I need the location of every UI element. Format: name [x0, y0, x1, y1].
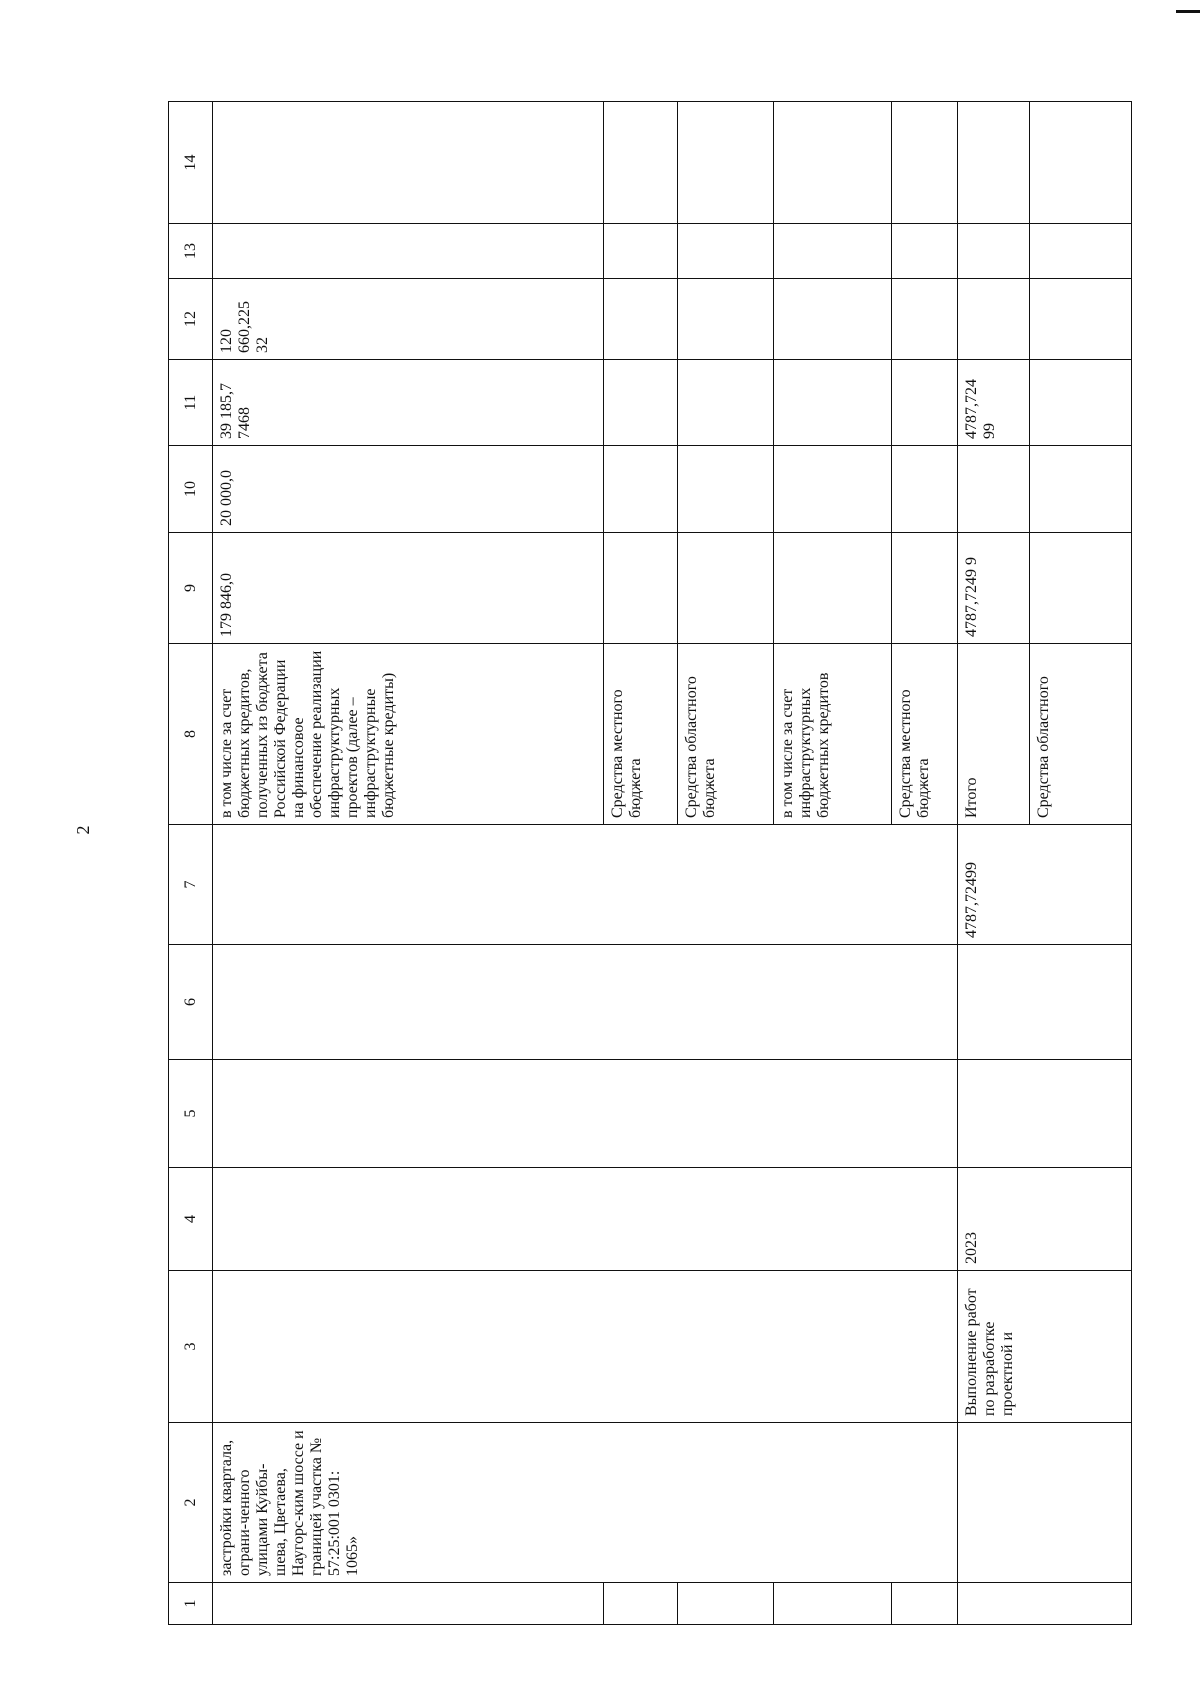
table-cell	[213, 945, 958, 1060]
object-name-cell: застройки квартала, ограни-ченного улицами Куйбы-шева, Цветаева, Наугорс-ким шоссе и границей участка № 57:25:001 0301: 1065»	[213, 1423, 958, 1583]
table-cell	[892, 279, 958, 360]
column-number-row	[169, 102, 213, 1625]
work-description-cell: Выполнение работ по разработке проектной и	[958, 1271, 1132, 1423]
funding-source-cell: Средства местного бюджета	[604, 644, 678, 825]
column-number: 1	[169, 1583, 213, 1625]
page-number: 2	[73, 825, 93, 835]
value-cell: 20 000,0	[213, 446, 604, 533]
column-number: 2	[169, 1423, 213, 1583]
table-cell	[213, 1271, 958, 1423]
column-number: 12	[169, 279, 213, 360]
table-cell	[1030, 224, 1132, 279]
table-cell	[958, 446, 1030, 533]
table-cell	[892, 1583, 958, 1625]
table-cell	[958, 102, 1030, 224]
table-cell	[213, 825, 958, 945]
table-cell	[892, 224, 958, 279]
table-cell	[678, 102, 774, 224]
rotated-page	[168, 102, 1131, 1625]
funding-source-cell: в том числе за счет инфраструктурных бюджетных кредитов	[774, 644, 892, 825]
table-cell	[958, 1583, 1132, 1625]
column-number: 6	[169, 945, 213, 1060]
table-cell	[892, 533, 958, 644]
table-cell	[774, 446, 892, 533]
table-cell	[892, 102, 958, 224]
table-cell	[1030, 533, 1132, 644]
funding-source-cell: в том числе за счет бюджетных кредитов, полученных из бюджета Российской Федерации на финансовое обеспечение реализации инфраструктурных проектов (далее – инфраструктурные бюджетные кредиты)	[213, 644, 604, 825]
table-cell	[1030, 360, 1132, 446]
table-cell	[958, 224, 1030, 279]
table-cell	[213, 1583, 604, 1625]
table-cell	[213, 1060, 958, 1168]
table-cell	[678, 1583, 774, 1625]
value-cell: 39 185,7 7468	[213, 360, 604, 446]
value-cell: 4787,72499	[958, 825, 1132, 945]
value-cell: 4787,724 99	[958, 360, 1030, 446]
table-cell	[213, 224, 604, 279]
table-cell	[774, 533, 892, 644]
table-cell	[604, 279, 678, 360]
table-cell	[604, 446, 678, 533]
corner-mark	[1176, 10, 1200, 13]
column-number: 13	[169, 224, 213, 279]
table-cell	[774, 102, 892, 224]
table-cell	[892, 360, 958, 446]
value-cell: 179 846,0	[213, 533, 604, 644]
table-cell	[678, 279, 774, 360]
table-cell	[678, 446, 774, 533]
table-cell	[1030, 279, 1132, 360]
table-cell	[958, 1060, 1132, 1168]
table-cell	[213, 102, 604, 224]
budget-table	[168, 101, 1132, 1625]
table-cell	[774, 279, 892, 360]
table-cell	[774, 224, 892, 279]
column-number: 10	[169, 446, 213, 533]
table-cell	[678, 360, 774, 446]
table-cell	[604, 102, 678, 224]
column-number: 3	[169, 1271, 213, 1423]
funding-source-cell: Итого	[958, 644, 1030, 825]
funding-source-cell: Средства областного бюджета	[678, 644, 774, 825]
table-cell	[678, 533, 774, 644]
table-cell	[604, 360, 678, 446]
table-row	[958, 102, 1030, 1625]
year-cell: 2023	[958, 1168, 1132, 1271]
table-cell	[774, 1583, 892, 1625]
table-cell	[892, 446, 958, 533]
table-cell	[958, 1423, 1132, 1583]
table-row	[213, 102, 604, 1625]
value-cell: 4787,7249 9	[958, 533, 1030, 644]
table-cell	[678, 224, 774, 279]
column-number: 8	[169, 644, 213, 825]
value-cell: 120 660,225 32	[213, 279, 604, 360]
table-cell	[604, 224, 678, 279]
column-number: 7	[169, 825, 213, 945]
funding-source-cell: Средства областного	[1030, 644, 1132, 825]
table-cell	[1030, 102, 1132, 224]
funding-source-cell: Средства местного бюджета	[892, 644, 958, 825]
column-number: 9	[169, 533, 213, 644]
column-number: 14	[169, 102, 213, 224]
table-cell	[604, 1583, 678, 1625]
column-number: 4	[169, 1168, 213, 1271]
table-cell	[958, 945, 1132, 1060]
table-cell	[774, 360, 892, 446]
column-number: 5	[169, 1060, 213, 1168]
table-cell	[1030, 446, 1132, 533]
table-cell	[213, 1168, 958, 1271]
table-cell	[604, 533, 678, 644]
column-number: 11	[169, 360, 213, 446]
table-cell	[958, 279, 1030, 360]
